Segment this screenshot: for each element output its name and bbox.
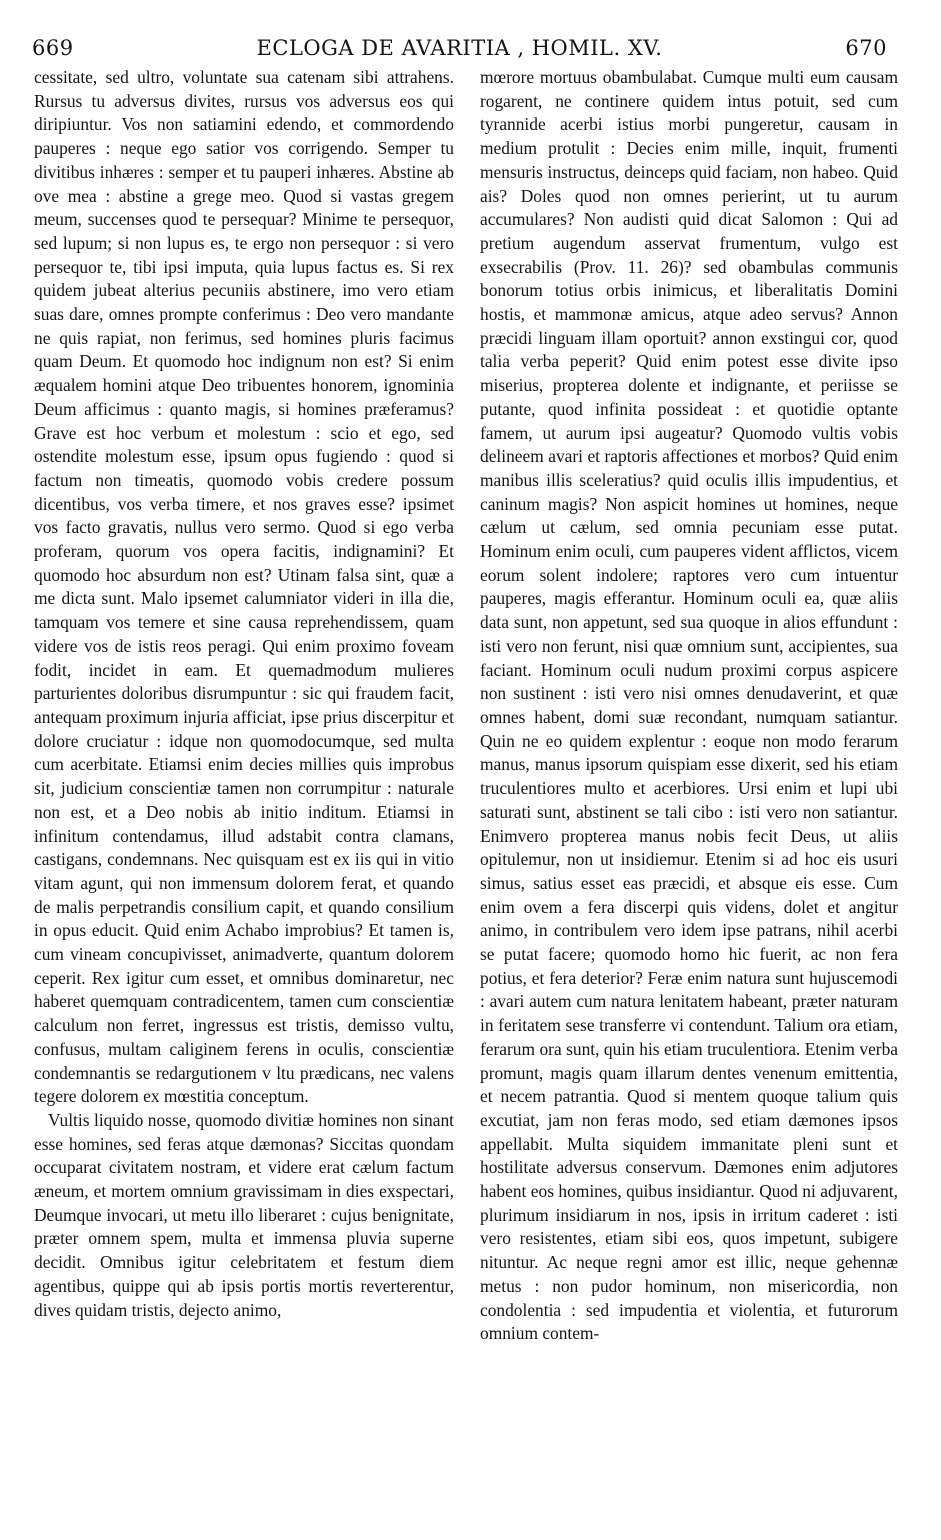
page-number-left: 669 (32, 36, 74, 60)
left-paragraph-1: cessitate, sed ultro, voluntate sua catenam sibi attrahens. Rursus tu adversus divites, rursus vos adversus eos qui diripiuntur. Vos non satiamini edendo, et commordendo pauperes : neque ego satior vos corrigendo. Semper tu divitibus inhæres : semper et tu pauperi inhæres. Abstine ab ove mea : abstine a grege meo. Quod si vastas gregem meum, succenses quod te persequar? Minime te persequor, sed lupum; si non lupus es, te ergo non persequor : si vero persequor te, tibi ipsi imputa, quia lupus factus es. Si rex quidem jubeat alterius pecuniis abstinere, imo vero etiam suas dare, omnes prompte conferimus : Deo vero mandante ne quis rapiat, non ferimus, sed homines pluris facimus quam Deum. Et quomodo hoc indignum non est? Si enim æqualem homini atque Deo tribuentes honorem, ignominia Deum afficimus : quanto magis, si homines præferamus? Grave est hoc verbum et molestum : scio et ego, sed ostendite molestum esse, ipsum opus fugiendo : quod si factum non timeatis, quomodo vobis credere possum dicentibus, vos verba timere, et nos graves esse? ipsimet vos facto gravatis, nullus vero sermo. Quod si ego verba proferam, quorum vos opera facitis, indignamini? Et quomodo hoc absurdum non est? Utinam falsa sint, quæ a me dicta sunt. Malo ipsemet calumniator videri in illa die, tamquam vos temere et sine causa reprehendissem, quam videre vos de istis reos peragi. Qui enim proximo foveam fodit, incidet in eam. Et quemadmodum mulieres parturientes doloribus disrumpuntur : sic qui fraudem facit, antequam proximum injuria afficiat, ipse prius discerpitur et dolore cruciatur : idque non quomodocumque, sed multa cum acerbitate. Etiamsi enim decies millies quis improbus sit, judicium conscientiæ tamen non corrumpitur : naturale non est, et a Deo nobis ab initio inditum. Etiamsi in infinitum contendamus, illud adstabit contra clamans, castigans, condemnans. Nec quisquam est ex iis qui in vitio vitam agunt, qui non immensum dolorem ferat, et quando de malis perpetrandis consilium capit, et quando consilium in opus educit. Quid enim Achabo improbius? Et tamen is, cum vineam concupivisset, animadverte, quantum dolorem ceperit. Rex igitur cum esset, et omnibus dominaretur, nec haberet quemquam contradicentem, tamen cum conscientiæ calculum non ferret, ingressus est tristis, demisso vultu, confusus, multam caliginem ferens in oculis, conscientiæ condemnantis se redargutionem v ltu prædicans, nec valens tegere dolorem ex mœstitia conceptum. (34, 67, 454, 1107)
right-paragraph-1: mœrore mortuus obambulabat. Cumque multi eum causam rogarent, ne continere quidem intus potuit, sed cum tyrannide acerbi istius morbi pungeretur, causam in medium protulit : Decies enim mille, inquit, frumenti mensuris instructus, deinceps quid faciam, non habeo. Quid ais? Doles quod non omnes perierint, ut tu aurum accumulares? Non audisti quid dicat Salomon : Qui ad pretium augendum asservat frumentum, vulgo est exsecrabilis (Prov. 11. 26)? sed obambulas communis bonorum totius orbis inimicus, et liberalitatis Domini hostis, et mammonæ amicus, atque adeo servus? Annon præcidi linguam illam oportuit? annon exstingui cor, quod talia verba peperit? Quid enim potest esse divite ipso miserius, propterea dolente et indignante, et periisse se putante, quod infinita possideat : et quotidie optante famem, ut aurum ipsi augeatur? Quomodo vultis vobis delineem avari et raptoris affectiones et morbos? Quid enim manibus illis sceleratius? quid oculis illis impudentius, et caninum magis? Non aspicit homines ut homines, neque cælum ut cælum, sed omnia pecuniam esse putat. Hominum enim oculi, cum pauperes vident afflictos, vicem eorum solent indolere; raptores vero cum intuentur pauperes, magis efferantur. Hominum oculi ea, quæ aliis data sunt, non appetunt, sed sua quoque in alios effundunt : isti vero non ferunt, nisi quæ omnium sunt, accipientes, sua faciant. Hominum oculi nudum proximi corpus aspicere non sustinent : isti vero nisi omnes denudaverint, et quæ omnes habent, domi suæ recondant, numquam satiantur. Quin ne eo quidem explentur : eoque non modo ferarum manus, manus ipsorum quispiam esse dixerit, sed his etiam truculentiores multo et acerbiores. Ursi enim et lupi ubi saturati sunt, abstinent se tali cibo : isti vero non satiantur. Enimvero propterea manus nobis fecit Deus, ut aliis opitulemur, non ut insidiemur. Etenim si ad hoc eis usuri simus, satius esset eas præcidi, et absque eis esse. Cum enim ovem a fera discerpi quis videns, dolet et angitur animo, in contribulem vero idem ipse patrans, nihil acerbi se putat facere; quomodo homo hic fuerit, ac non fera potius, et fera deterior? Feræ enim natura sunt hujuscemodi : avari autem cum natura lenitatem habeant, præter naturam in feritatem sese transferre vi contendunt. Talium ora etiam, ferarum ora sunt, quin his etiam truculentiora. Etenim verba promunt, magis quam illarum dentes venenum emittentia, et necem patrantia. Quod si mentem quoque talium quis excutiat, jam non feras modo, sed etiam dæmones ipsos appellabit. Multa siquidem immanitate pleni sunt et hostilitate adversus conservum. Dæmones enim adjutores habent eos homines, quibus insidiantur. Quod ni adjuvarent, plurimum insidiarum in nos, ipsis in irritum caderet : isti vero resistentes, etiam sibi eos, quos impetunt, subigere nituntur. Ac neque regni amor est illic, neque gehennæ metus : non pudor hominum, non misericordia, non condolentia : sed impudentia et violentia, et futurorum omnium contem- (480, 67, 898, 1344)
left-column (34, 66, 454, 1322)
page-header (32, 36, 887, 64)
running-title: ECLOGA DE AVARITIA , HOMIL. XV. (256, 36, 663, 60)
right-column (480, 66, 898, 1346)
page-number-right: 670 (845, 36, 887, 60)
left-paragraph-2: Vultis liquido nosse, quomodo divitiæ homines non sinant esse homines, sed feras atque dæmonas? Siccitas quondam occuparat civitatem nostram, et videre erat cælum factum æneum, et mortem omnium gravissimam in dies exspectari, Deumque invocari, ut metu illo liberaret : cujus benignitate, præter omnem spem, multa et immensa pluvia superne decidit. Omnibus igitur celebritatem et festum diem agentibus, quippe qui ab ipsis portis mortis reverterentur, dives quidam tristis, dejecto animo, (34, 1109, 454, 1320)
